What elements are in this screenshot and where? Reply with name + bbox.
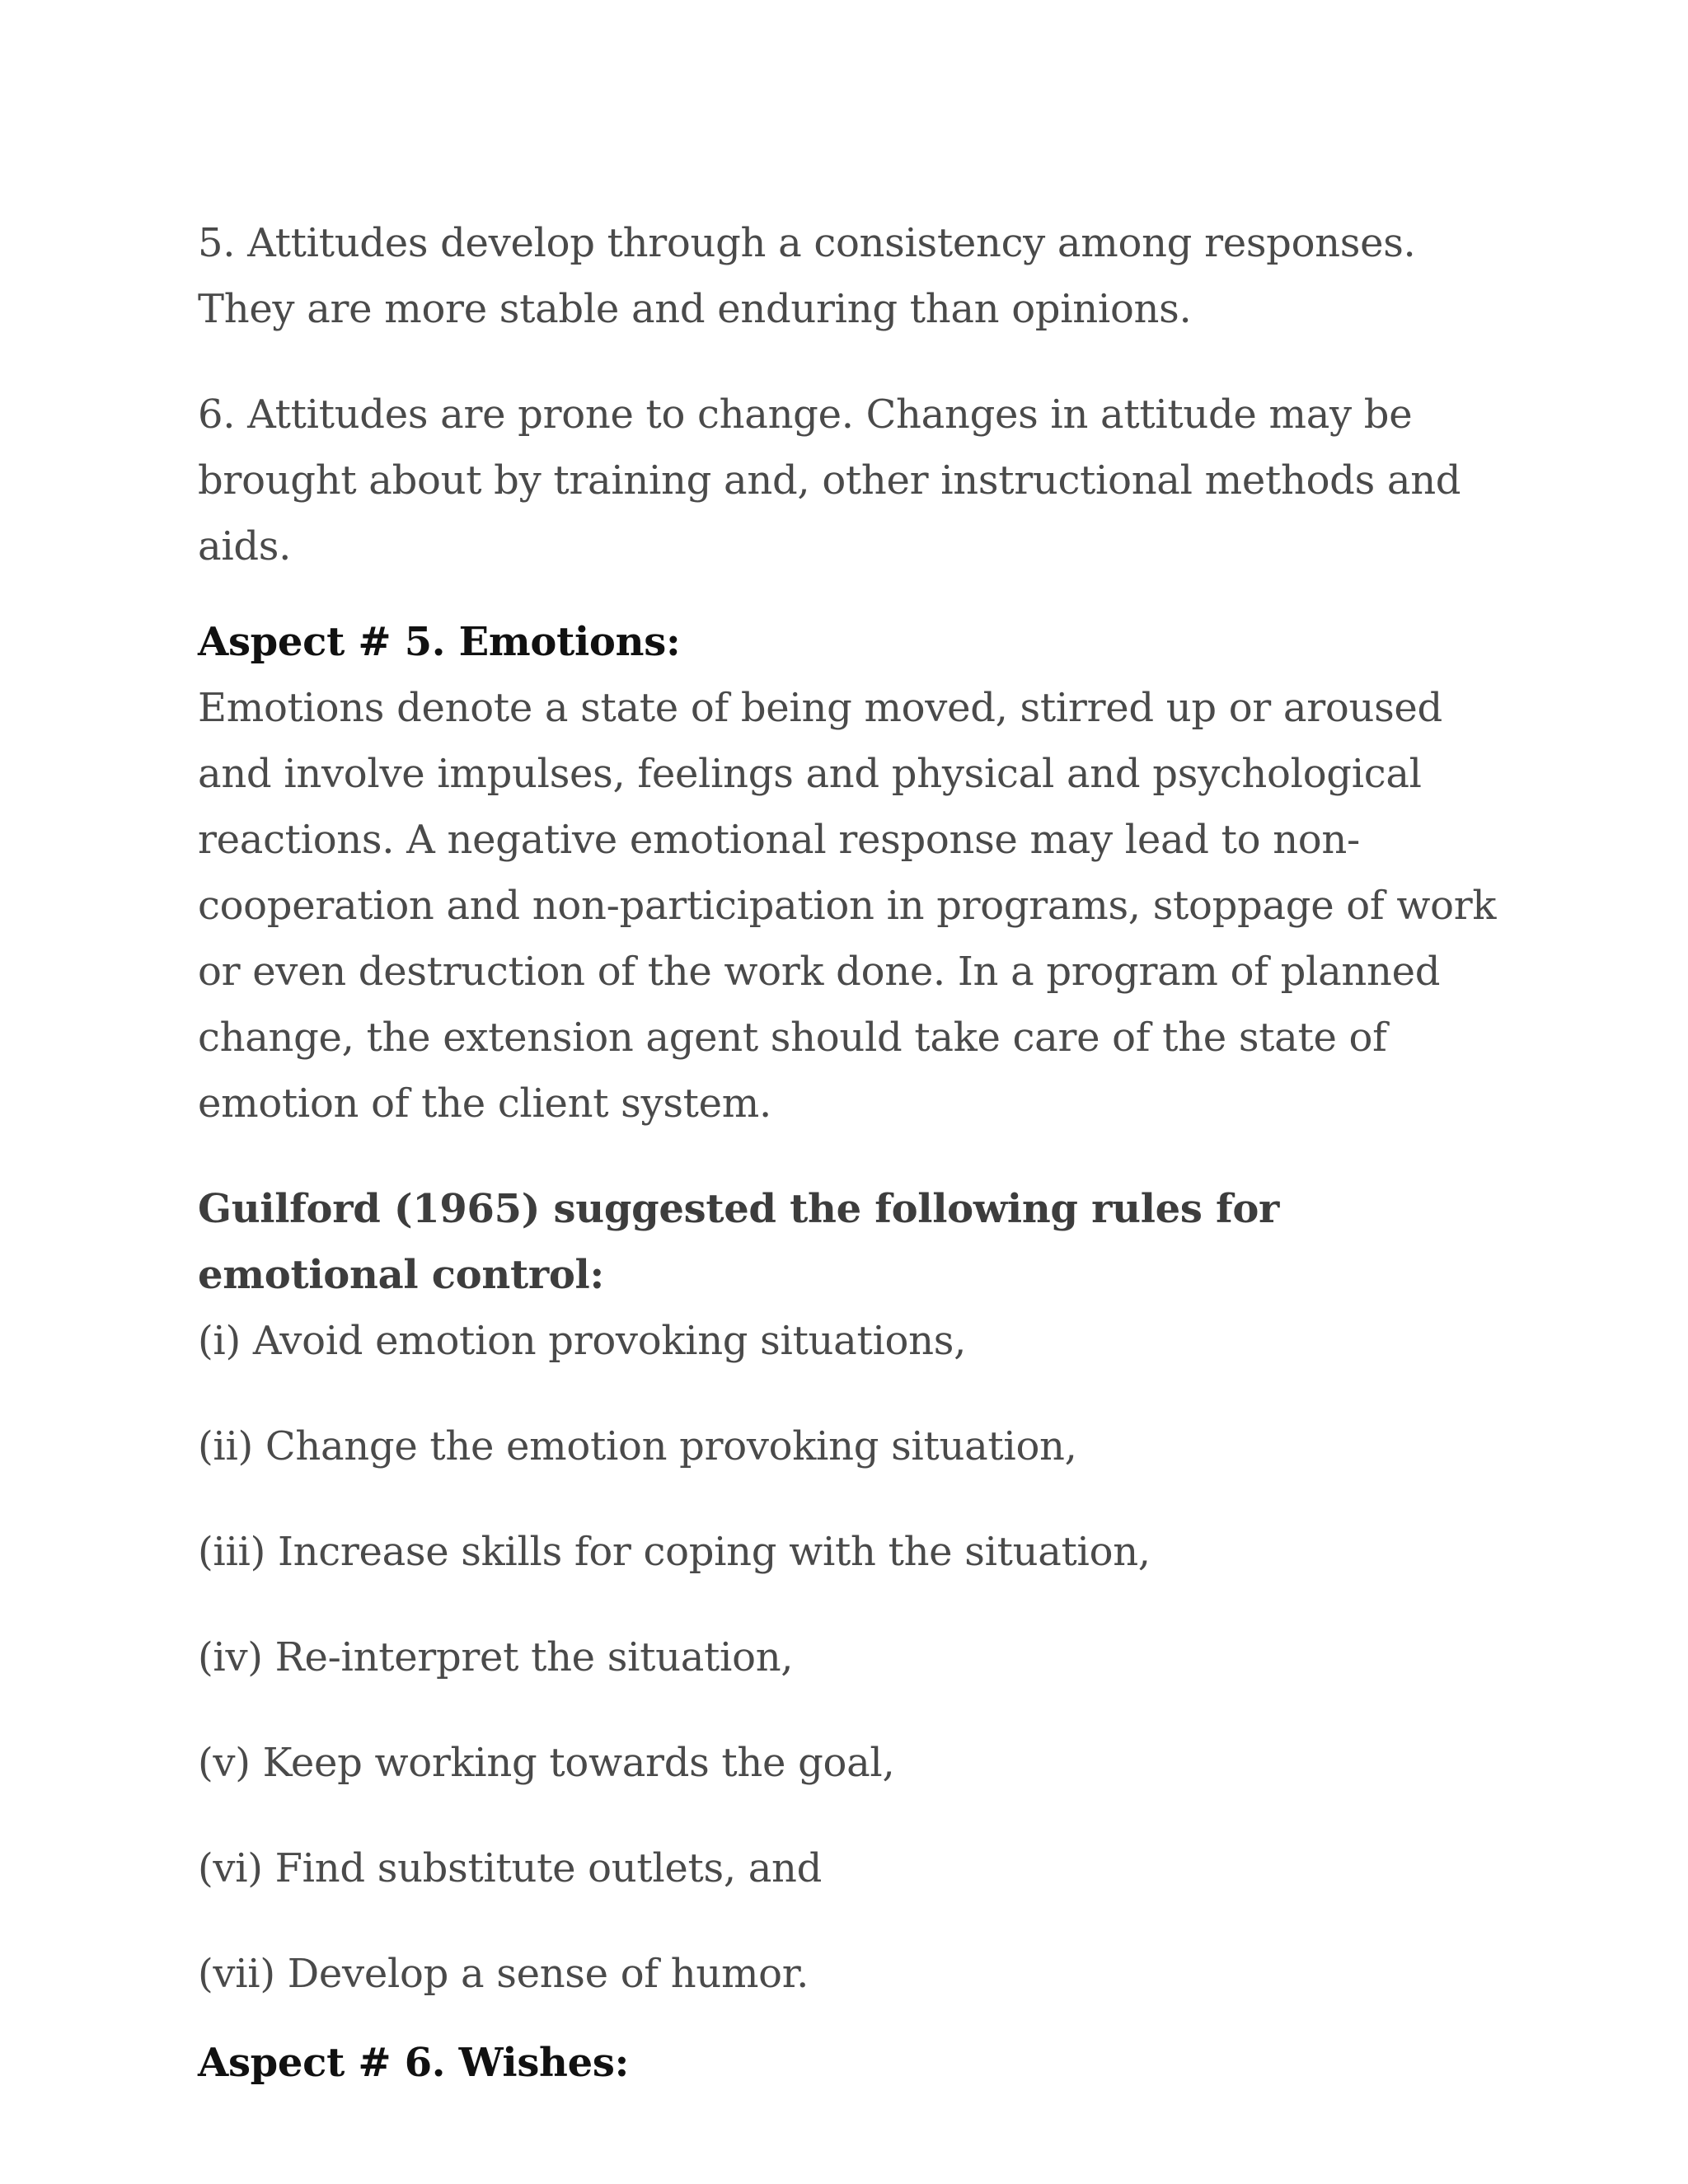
list-item: (i) Avoid emotion provoking situations,	[198, 1318, 967, 1364]
heading-guilford-rules: Guilford (1965) suggested the following rules for emotional control:	[198, 1186, 1280, 1298]
list-item: (v) Keep working towards the goal,	[198, 1740, 895, 1786]
list-item: (iv) Re-interpret the situation,	[198, 1634, 794, 1680]
heading-aspect-5-emotions: Aspect # 5. Emotions:	[198, 619, 681, 665]
guilford-rules-list	[198, 1308, 1500, 2007]
list-item: (vi) Find substitute outlets, and	[198, 1845, 823, 1891]
list-item: (ii) Change the emotion provoking situation,	[198, 1423, 1077, 1469]
paragraph-emotions: Emotions denote a state of being moved, stirred up or aroused and involve impulses, feelings and physical and psychological reactions. A negative emotional response may lead to non-cooperation and non-participation in programs, stoppage of work or even destruction of the work done. In a program of planned change, the extension agent should take care of the state of emotion of the client system.	[198, 685, 1497, 1127]
paragraph-attitudes-6: 6. Attitudes are prone to change. Changes in attitude may be brought about by training and, other instructional methods and aids.	[198, 391, 1461, 569]
list-item: (iii) Increase skills for coping with the situation,	[198, 1529, 1151, 1575]
list-item: (vii) Develop a sense of humor.	[198, 1951, 809, 1997]
paragraph-attitudes-5: 5. Attitudes develop through a consistency among responses. They are more stable and enduring than opinions.	[198, 220, 1416, 332]
document-page	[198, 210, 1500, 2096]
heading-aspect-6-wishes: Aspect # 6. Wishes:	[198, 2040, 630, 2086]
